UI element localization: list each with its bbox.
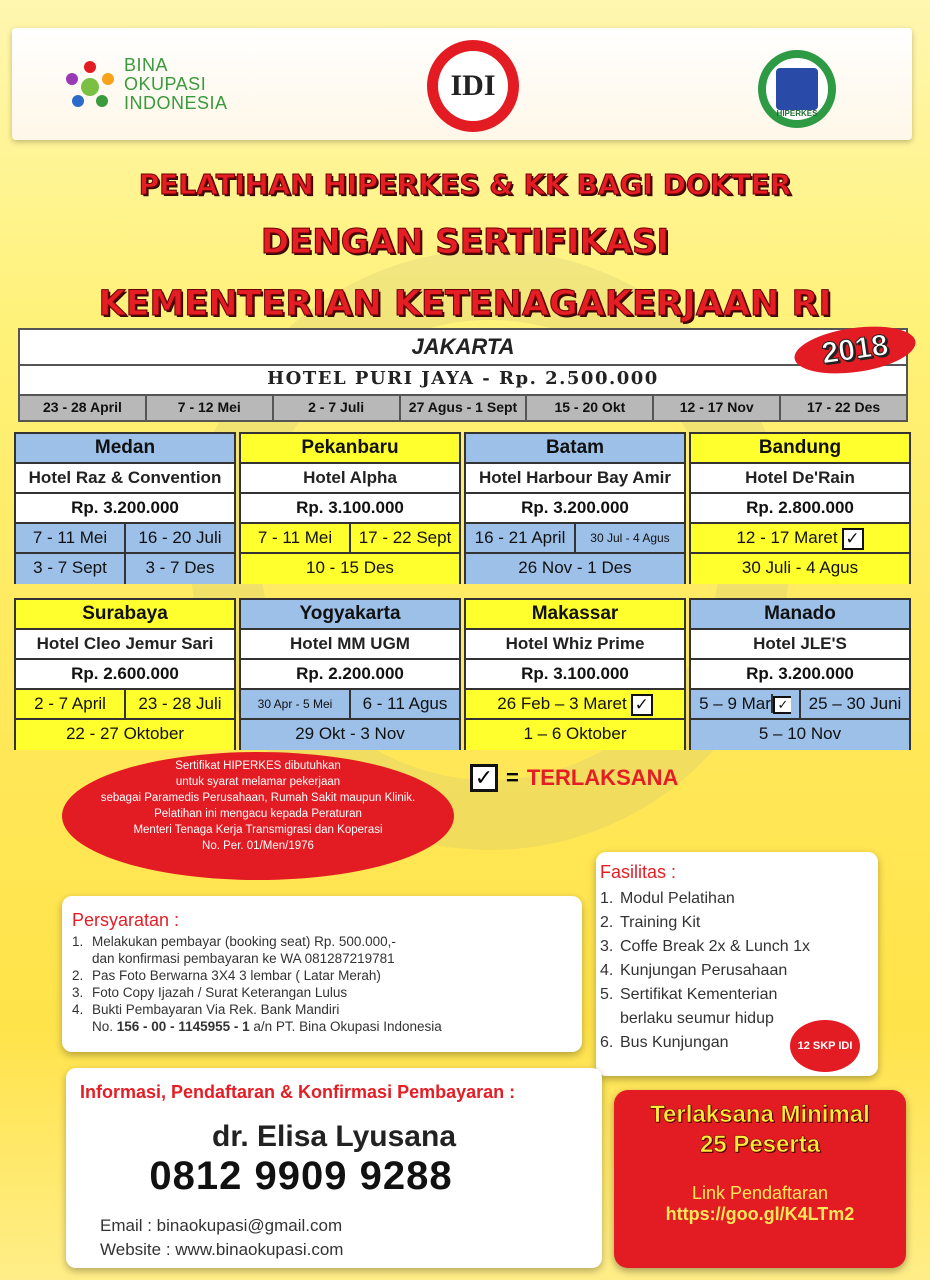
city-card-batam	[464, 432, 686, 584]
registration-box	[614, 1090, 906, 1268]
city-card-bandung	[689, 432, 911, 584]
contact-phone[interactable]: 0812 9909 9288	[149, 1154, 453, 1198]
item-text: Coffe Break 2x & Lunch 1x	[620, 938, 811, 955]
note-line: No. Per. 01/Men/1976	[202, 840, 314, 852]
city-dates-b: 5 – 10 Nov	[691, 720, 909, 750]
city-date: 12 - 17 Maret	[736, 528, 838, 547]
checkmark-icon: ✓	[631, 694, 653, 716]
hiperkes-logo-text: HIPERKES	[776, 109, 818, 118]
account-line	[72, 1018, 582, 1035]
account-holder: a/n PT. Bina Okupasi Indonesia	[253, 1019, 442, 1034]
city-dates-b: 10 - 15 Des	[241, 554, 459, 584]
city-hotel: Hotel Cleo Jemur Sari	[16, 630, 234, 660]
city-card-yogyakarta	[239, 598, 461, 750]
contact-box	[66, 1068, 602, 1268]
city-date: 3 - 7 Sept	[16, 554, 126, 584]
year-badge: 2018	[792, 320, 919, 381]
city-date: 25 – 30 Juni	[808, 694, 902, 713]
city-date-with-check	[691, 690, 801, 718]
registration-link-label: Link Pendaftaran	[691, 1183, 829, 1203]
list-item	[72, 933, 582, 950]
city-date: 7 - 11 Mei	[241, 524, 351, 552]
persyaratan-title: Persyaratan :	[72, 910, 180, 930]
item-text: dan konfirmasi pembayaran ke WA 081287219781	[92, 951, 395, 966]
item-text: Melakukan pembayar (booking seat) Rp. 500.000,-	[92, 934, 396, 949]
item-number: 1.	[72, 934, 84, 949]
note-line: sebagai Paramedis Perusahaan, Rumah Sakit maupun Klinik.	[100, 792, 416, 804]
title-line-1: PELATIHAN HIPERKES & KK BAGI DOKTER	[138, 168, 792, 201]
note-line: Pelatihan ini mengacu kepada Peraturan	[154, 808, 362, 820]
city-card-surabaya	[14, 598, 236, 750]
list-item	[600, 911, 878, 935]
city-price: Rp. 2.800.000	[691, 494, 909, 524]
city-date: 2 - 7 April	[16, 690, 126, 718]
bina-logo-line3: INDONESIA	[124, 93, 228, 113]
jakarta-schedule	[18, 328, 908, 422]
list-item	[72, 967, 582, 984]
city-dates-b: 29 Okt - 3 Nov	[241, 720, 459, 750]
item-text: Bukti Pembayaran Via Rek. Bank Mandiri	[92, 1002, 340, 1017]
item-text: Pas Foto Berwarna 3X4 3 lembar ( Latar Merah)	[92, 968, 381, 983]
item-number: 5.	[600, 986, 614, 1003]
fasilitas-title: Fasilitas :	[600, 862, 677, 882]
city-dates-a	[16, 690, 234, 720]
item-text: Sertifikat Kementerian	[620, 986, 778, 1003]
note-line: Sertifikat HIPERKES dibutuhkan	[175, 760, 341, 772]
city-price: Rp. 2.600.000	[16, 660, 234, 690]
city-dates-b	[16, 554, 234, 584]
item-number: 2.	[72, 968, 84, 983]
city-dates-a	[691, 690, 909, 720]
jakarta-city: JAKARTA	[18, 328, 908, 366]
jakarta-date: 2 - 7 Juli	[274, 396, 401, 420]
item-number: 4.	[600, 962, 614, 979]
contact-heading: Informasi, Pendaftaran & Konfirmasi Pembayaran :	[80, 1082, 516, 1102]
city-price: Rp. 3.100.000	[466, 660, 684, 690]
city-name: Manado	[691, 600, 909, 630]
account-prefix: No.	[92, 1019, 114, 1034]
city-card-pekanbaru	[239, 432, 461, 584]
title-line-3: KEMENTERIAN KETENAGAKERJAAN RI	[98, 284, 832, 324]
city-date: 3 - 7 Des	[145, 558, 215, 577]
city-hotel: Hotel Alpha	[241, 464, 459, 494]
city-hotel: Hotel JLE'S	[691, 630, 909, 660]
item-text: Foto Copy Ijazah / Surat Keterangan Lulus	[92, 985, 348, 1000]
contact-email[interactable]: Email : binaokupasi@gmail.com	[100, 1216, 343, 1235]
item-number: 4.	[72, 1002, 84, 1017]
city-name: Pekanbaru	[241, 434, 459, 464]
hiperkes-cross-icon	[776, 68, 818, 110]
city-name: Medan	[16, 434, 234, 464]
city-card-medan	[14, 432, 236, 584]
jakarta-date: 15 - 20 Okt	[527, 396, 654, 420]
city-hotel: Hotel Raz & Convention	[16, 464, 234, 494]
contact-name: dr. Elisa Lyusana	[212, 1120, 456, 1153]
checkmark-icon: ✓	[842, 528, 864, 550]
skp-badge: 12 SKP IDI	[790, 1020, 860, 1072]
list-item	[600, 935, 878, 959]
item-text: Modul Pelatihan	[620, 890, 735, 907]
item-number	[72, 1018, 92, 1035]
city-dates-a	[16, 524, 234, 554]
minimum-participants	[614, 1100, 906, 1160]
hiperkes-note	[62, 752, 454, 880]
city-card-makassar	[464, 598, 686, 750]
hiperkes-logo	[758, 50, 836, 128]
list-item	[72, 1001, 582, 1018]
city-date: 30 Jul - 4 Agus	[590, 531, 670, 545]
jakarta-date: 17 - 22 Des	[781, 396, 906, 420]
jakarta-hotel-price: HOTEL PURI JAYA - Rp. 2.500.000	[18, 366, 908, 396]
city-name: Makassar	[466, 600, 684, 630]
contact-website[interactable]: Website : www.binaokupasi.com	[100, 1240, 344, 1259]
jakarta-date: 7 - 12 Mei	[147, 396, 274, 420]
checkmark-icon: ✓	[470, 764, 498, 792]
legend-equals: =	[506, 765, 519, 790]
header-banner	[12, 28, 912, 140]
city-price: Rp. 3.200.000	[16, 494, 234, 524]
list-item	[600, 983, 878, 1007]
item-text	[92, 1018, 442, 1035]
minimum-line2: 25 Peserta	[699, 1131, 821, 1158]
city-dates-a	[691, 524, 909, 554]
item-text: Bus Kunjungan	[620, 1034, 729, 1051]
city-date: 5 – 9 Mar	[699, 694, 771, 713]
city-hotel: Hotel MM UGM	[241, 630, 459, 660]
persyaratan-list	[72, 933, 582, 1035]
note-line: untuk syarat melamar pekerjaan	[175, 776, 341, 788]
minimum-line1: Terlaksana Minimal	[650, 1101, 870, 1128]
item-number: 1.	[600, 890, 614, 907]
item-number: 3.	[72, 985, 84, 1000]
contact-details	[100, 1214, 343, 1262]
jakarta-date: 12 - 17 Nov	[654, 396, 781, 420]
city-date: 23 - 28 Juli	[138, 694, 222, 713]
note-line: Menteri Tenaga Kerja Transmigrasi dan Koperasi	[133, 824, 383, 836]
item-number: 3.	[600, 938, 614, 955]
city-dates-b: 1 – 6 Oktober	[466, 720, 684, 750]
idi-logo-text: IDI	[438, 51, 508, 121]
registration-link[interactable]: https://goo.gl/K4LTm2	[665, 1204, 855, 1224]
bina-okupasi-logo	[62, 56, 228, 113]
city-date: 17 - 22 Sept	[358, 528, 452, 547]
legend-label: TERLAKSANA	[526, 765, 679, 790]
idi-logo	[427, 40, 519, 132]
city-price: Rp. 2.200.000	[241, 660, 459, 690]
item-text: berlaku seumur hidup	[620, 1010, 774, 1027]
city-dates-a	[466, 690, 684, 720]
title-line-2: DENGAN SERTIFIKASI	[260, 222, 670, 262]
fasilitas-box	[596, 852, 878, 1076]
city-hotel: Hotel Harbour Bay Amir	[466, 464, 684, 494]
city-dates-b: 22 - 27 Oktober	[16, 720, 234, 750]
city-date: 26 Feb – 3 Maret	[497, 694, 627, 713]
list-item	[72, 984, 582, 1001]
city-date: 16 - 20 Juli	[138, 528, 222, 547]
jakarta-date: 23 - 28 April	[20, 396, 147, 420]
city-dates-b: 30 Juli - 4 Agus	[691, 554, 909, 584]
bina-logo-line1: BINA	[124, 55, 169, 75]
city-price: Rp. 3.100.000	[241, 494, 459, 524]
city-dates-b: 26 Nov - 1 Des	[466, 554, 684, 584]
city-date: 16 - 21 April	[466, 524, 576, 552]
persyaratan-box	[62, 896, 582, 1052]
city-date: 6 - 11 Agus	[362, 694, 448, 713]
city-price: Rp. 3.200.000	[691, 660, 909, 690]
city-date: 7 - 11 Mei	[16, 524, 126, 552]
city-name: Yogyakarta	[241, 600, 459, 630]
account-number: 156 - 00 - 1145955 - 1	[116, 1019, 250, 1034]
item-number	[72, 950, 92, 967]
checkmark-icon: ✓	[773, 696, 791, 714]
item-number: 2.	[600, 914, 614, 931]
city-name: Batam	[466, 434, 684, 464]
people-circle-icon	[62, 57, 118, 113]
jakarta-dates	[18, 396, 908, 422]
city-hotel: Hotel De'Rain	[691, 464, 909, 494]
item-number	[600, 1007, 620, 1031]
city-dates-a	[466, 524, 684, 554]
item-number: 6.	[600, 1034, 614, 1051]
list-item	[600, 959, 878, 983]
list-item	[72, 950, 582, 967]
city-name: Surabaya	[16, 600, 234, 630]
item-text: Kunjungan Perusahaan	[620, 962, 788, 979]
city-dates-a	[241, 690, 459, 720]
legend-terlaksana	[470, 764, 678, 792]
jakarta-date: 27 Agus - 1 Sept	[401, 396, 528, 420]
city-price: Rp. 3.200.000	[466, 494, 684, 524]
city-name: Bandung	[691, 434, 909, 464]
city-date: 30 Apr - 5 Mei	[241, 690, 351, 718]
item-text: Training Kit	[620, 914, 701, 931]
city-card-manado	[689, 598, 911, 750]
city-dates-a	[241, 524, 459, 554]
list-item	[600, 887, 878, 911]
city-hotel: Hotel Whiz Prime	[466, 630, 684, 660]
bina-logo-line2: OKUPASI	[124, 74, 207, 94]
